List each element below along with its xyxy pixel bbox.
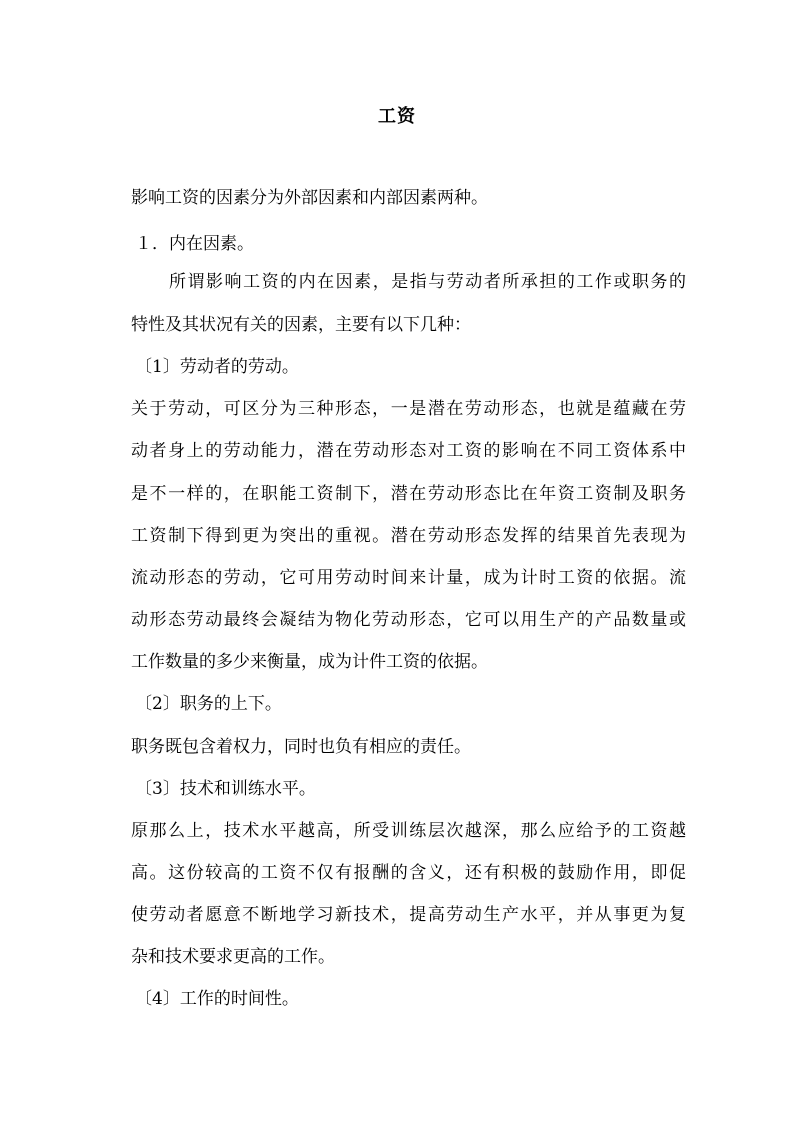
paragraph-line: 特性及其状况有关的因素，主要有以下几种： [131,315,471,335]
paragraph-line: 动者身上的劳动能力，潜在劳动形态对工资的影响在不同工资体系中 [131,441,686,461]
item-heading-skill: 〔3〕技术和训练水平。 [135,779,316,799]
paragraph-line: 流动形态的劳动，它可用劳动时间来计量，成为计时工资的依据。流 [131,568,686,588]
paragraph-line: 动形态劳动最终会凝结为物化劳动形态，它可以用生产的产品数量或 [131,610,686,630]
paragraph-line: 所谓影响工资的内在因素，是指与劳动者所承担的工作或职务的 [169,272,686,292]
section-heading-internal-factors: １．内在因素。 [135,234,254,254]
item-heading-time: 〔4〕工作的时间性。 [135,989,299,1009]
paragraph-line: 职务既包含着权力，同时也负有相应的责任。 [131,737,471,757]
document-title: 工资 [378,106,416,127]
intro-text: 影响工资的因素分为外部因素和内部因素两种。 [131,188,488,208]
paragraph-line: 是不一样的，在职能工资制下，潜在劳动形态比在年资工资制及职务 [131,484,686,504]
paragraph-line: 使劳动者愿意不断地学习新技术，提高劳动生产水平，并从事更为复 [131,905,686,925]
paragraph-line: 关于劳动，可区分为三种形态，一是潜在劳动形态，也就是蕴藏在劳 [131,399,686,419]
item-heading-labor: 〔1〕劳动者的劳动。 [135,357,299,377]
paragraph-line: 杂和技术要求更高的工作。 [131,947,335,967]
paragraph-line: 工资制下得到更为突出的重视。潜在劳动形态发挥的结果首先表现为 [131,526,686,546]
paragraph-line: 原那么上，技术水平越高，所受训练层次越深，那么应给予的工资越 [131,821,686,841]
paragraph-line: 工作数量的多少来衡量，成为计件工资的依据。 [131,652,488,672]
item-heading-position: 〔2〕职务的上下。 [135,694,282,714]
paragraph-line: 高。这份较高的工资不仅有报酬的含义，还有积极的鼓励作用，即促 [131,863,686,883]
